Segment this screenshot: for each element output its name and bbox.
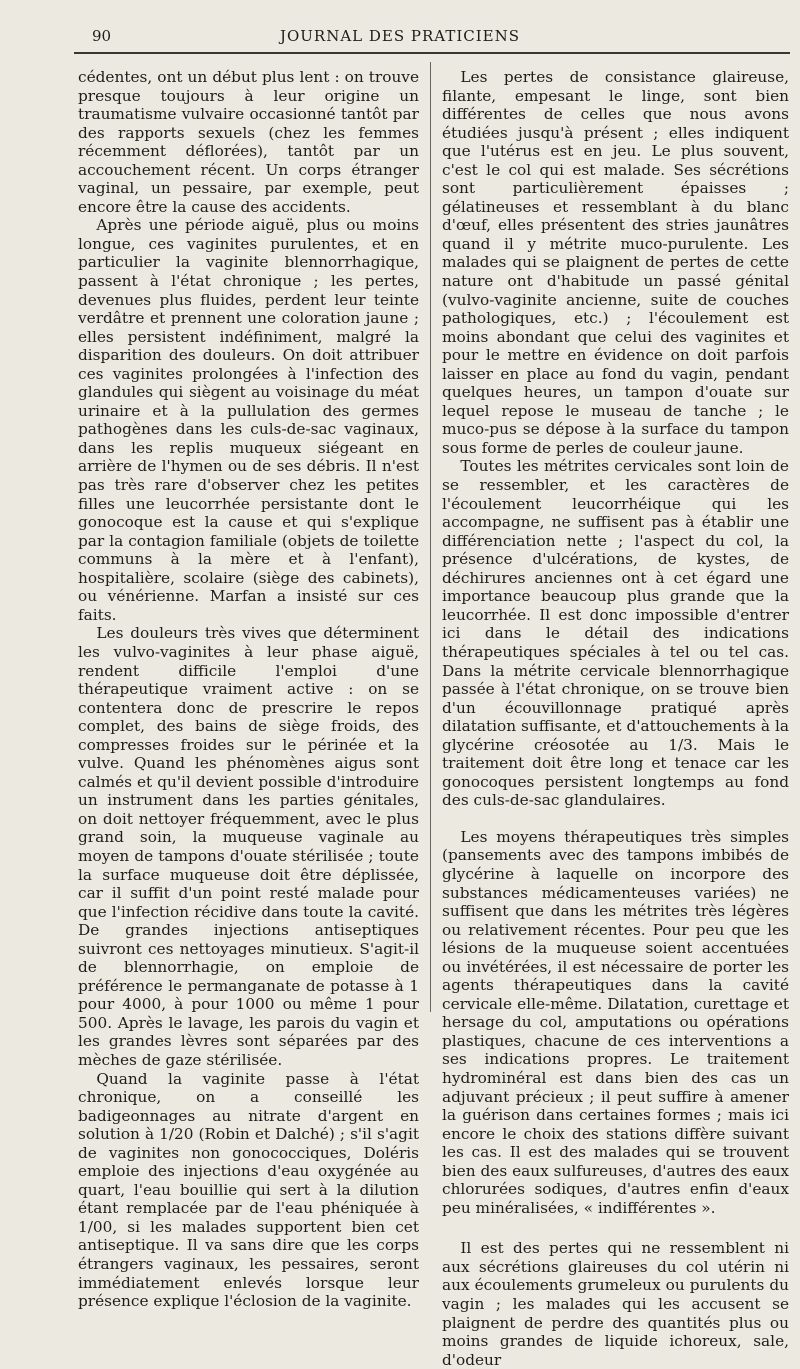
- right-paragraph-3: Les moyens thérapeutiques très simples (pansements avec des tampons imbibés de glycérine à laquelle on incorpore des substances médicamenteuses variées) ne suffisent que dans les métrites très légères ou relativement récentes. Pour peu que les lésions de la muqueuse soient accentuées ou invétérées, il est nécessaire de porter les agents thérapeutiques dans la cavité cervicale elle-même. Dilatation, curettage et hersage du col, amputations ou opérations plastiques, chacune de ces interventions a ses indications propres. Le traitement hydrominéral est dans bien des cas un adjuvant précieux ; il peut suffire à amener la guérison dans certaines formes ; mais ici encore le choix des stations diffère suivant les cas. Il est des malades qui se trouvent bien des eaux sulfureuses, d'autres des eaux chlorurées sodiques, d'autres enfin d'eaux peu minéralisées, « indifférentes ».: [442, 827, 789, 1217]
- left-paragraph-3: Les douleurs très vives que déterminent les vulvo-vaginites à leur phase aiguë, rendent difficile l'emploi d'une thérapeutique vraiment active : on se contentera donc de prescrire le repos complet, des bains de siège froids, des compresses froides sur le périnée et la vulve. Quand les phénomènes aigus sont calmés et qu'il devient possible d'introduire un instrument dans les parties génitales, on doit nettoyer fréquemment, avec le plus grand soin, la muqueuse vaginale au moyen de tampons d'ouate stérilisée ; toute la surface muqueuse doit être déplissée, car il suffit d'un point resté malade pour que l'infection récidive dans toute la cavité. De grandes injections antiseptiques suivront ces nettoyages minutieux. S'agit-il de blennorrhagie, on emploie de préférence le permanganate de potasse à 1 pour 4000, à pour 1000 ou même 1 pour 500. Après le lavage, les parois du vagin et les grandes lèvres sont séparées par des mèches de gaze stérilisée.: [78, 624, 419, 1069]
- left-paragraph-4: Quand la vaginite passe à l'état chronique, on a conseillé les badigeonnages au nitrate d'argent en solution à 1/20 (Robin et Dalché) ; s'il s'agit de vaginites non gonococciques, Doléris emploie des injections d'eau oxygénée au quart, l'eau bouillie qui sert à la dilution étant remplacée par de l'eau phéniquée à 1/00, si les malades supportent bien cet antiseptique. Il va sans dire que les corps étrangers vaginaux, les pessaires, seront immédiatement enlevés lorsque leur présence explique l'éclosion de la vaginite.: [78, 1069, 419, 1311]
- column-divider: [430, 62, 431, 1012]
- right-paragraph-1: Les pertes de consistance glaireuse, filante, empesant le linge, sont bien différentes de celles que nous avons étudiées jusqu'à présent ; elles indiquent que l'utérus est en jeu. Le plus souvent, c'est le col qui est malade. Ses sécrétions sont particulièrement épaisses ; gélatineuses et ressemblant à du blanc d'œuf, elles présentent des stries jaunâtres quand il y métrite muco-purulente. Les malades qui se plaignent de pertes de cette nature ont d'habitude un passé génital (vulvo-vaginite ancienne, suite de couches pathologiques, etc.) ; l'écoulement est moins abondant que celui des vaginites et pour le mettre en évidence on doit parfois laisser en place au fond du vagin, pendant quelques heures, un tampon d'ouate sur lequel repose le museau de tanche ; le muco-pus se dépose à la surface du tampon sous forme de perles de couleur jaune.: [442, 68, 789, 457]
- running-title: JOURNAL DES PRATICIENS: [279, 27, 521, 45]
- left-column: [78, 68, 419, 1311]
- left-paragraph-1: cédentes, ont un début plus lent : on trouve presque toujours à leur origine un traumatisme vulvaire occasionné tantôt par des rapports sexuels (chez les femmes récemment déflorées), tantôt par un accouchement récent. Un corps étranger vaginal, un pessaire, par exemple, peut encore être la cause des accidents.: [78, 68, 419, 216]
- right-paragraph-4: Il est des pertes qui ne ressemblent ni aux sécrétions glaireuses du col utérin ni aux écoulements grumeleux ou purulents du vagin ; les malades qui les accusent se plaignent de perdre des quantités plus ou moins grandes de liquide ichoreux, sale, d'odeur: [442, 1239, 789, 1369]
- right-paragraph-2: Toutes les métrites cervicales sont loin de se ressembler, et les caractères de l'écoulement leucorrhéique qui les accompagne, ne suffisent pas à établir une différenciation nette ; l'aspect du col, la présence d'ulcérations, de kystes, de déchirures anciennes ont à cet égard une importance beaucoup plus grande que la leucorrhée. Il est donc impossible d'entrer ici dans le détail des indications thérapeutiques spéciales à tel ou tel cas. Dans la métrite cervicale blennorrhagique passée à l'état chronique, on se trouve bien d'un écouvillonnage pratiqué après dilatation suffisante, et d'attouchements à la glycérine créosotée au 1/3. Mais le traitement doit être long et tenace car les gonocoques persistent longtemps au fond des culs-de-sac glandulaires.: [442, 457, 789, 810]
- left-paragraph-2: Après une période aiguë, plus ou moins longue, ces vaginites purulentes, et en particulier la vaginite blennorrhagique, passent à l'état chronique ; les pertes, devenues plus fluides, perdent leur teinte verdâtre et prennent une coloration jaune ; elles persistent indéfiniment, malgré la disparition des douleurs. On doit attribuer ces vaginites prolongées à l'infection des glandules qui siègent au voisinage du méat urinaire et à la pullulation des germes pathogènes dans les culs-de-sac vaginaux, dans les replis muqueux siégeant en arrière de l'hymen ou de ses débris. Il n'est pas très rare d'observer chez les petites filles une leucorrhée persistante dont le gonocoque est la cause et qui s'explique par la contagion familiale (objets de toilette communs à la mère et à l'enfant), hospitalière, scolaire (siège des cabinets), ou vénérienne. Marfan a insisté sur ces faits.: [78, 216, 419, 624]
- header-rule: [74, 52, 790, 54]
- right-column: [442, 68, 789, 1369]
- page-number: 90: [92, 27, 112, 45]
